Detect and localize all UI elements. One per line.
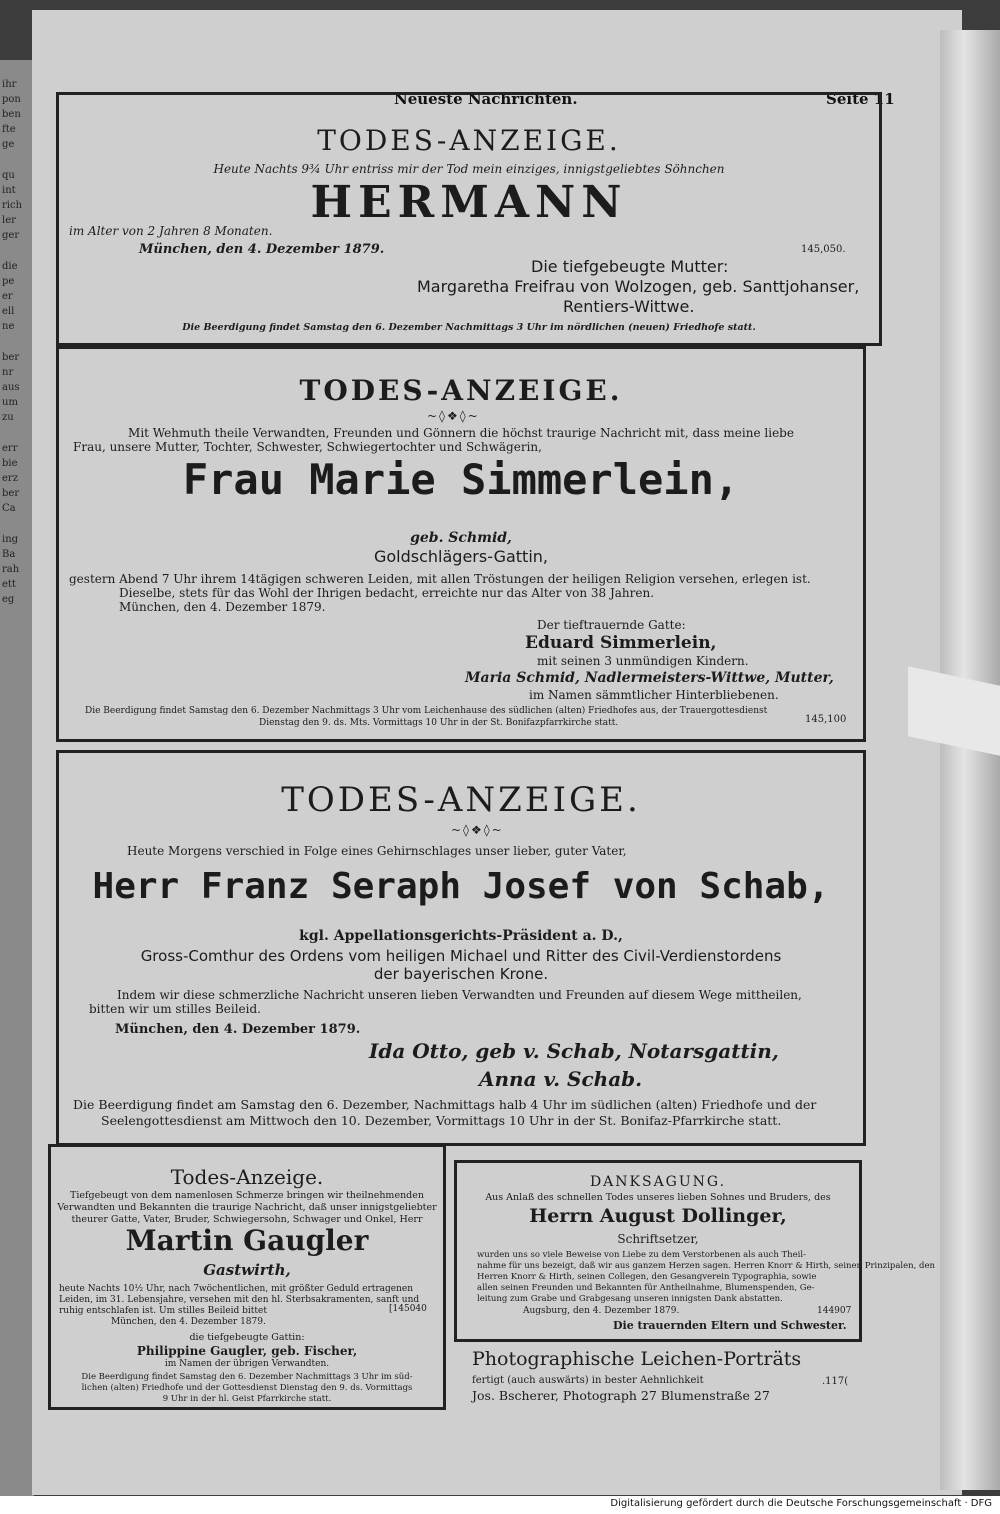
deceased-title: Gastwirth, — [203, 1261, 291, 1279]
funeral-line-1: Die Beerdigung findet Samstag den 6. Dezember Nachmittags 3 Uhr im süd- — [81, 1372, 413, 1382]
margin-fragment: ell — [2, 306, 15, 317]
order-line-2: der bayerischen Krone. — [373, 965, 549, 983]
thanks-notice-dollinger — [454, 1160, 935, 1342]
margin-fragment: ett — [2, 579, 16, 590]
text-line-1: wurden uns so viele Beweise von Liebe zu dem Verstorbenen als auch Theil- — [477, 1250, 806, 1260]
margin-fragment: ing — [2, 534, 19, 545]
death-notice-gaugler — [48, 1144, 446, 1410]
text-line-5: leitung zum Grabe und Grabgesang unseren innigsten Dank abstatten. — [477, 1294, 783, 1304]
page-number: Seite 11 — [826, 90, 895, 108]
death-notice-von-schab — [56, 750, 866, 1146]
margin-fragment: eg — [2, 594, 15, 605]
margin-fragment: bie — [2, 458, 18, 469]
ad-number: 145,050. — [801, 244, 846, 255]
place-date: Augsburg, den 4. Dezember 1879. — [523, 1306, 680, 1316]
funeral-line-1: Die Beerdigung findet Samstag den 6. Dezember Nachmittags 3 Uhr vom Leichenhause des südlichen (alten) Friedhofes aus, der Trauergottesdienst — [85, 706, 768, 716]
margin-fragment: um — [2, 397, 18, 408]
page-edge-stack — [940, 30, 1000, 1490]
deceased-title: Schriftsetzer, — [617, 1232, 699, 1246]
margin-fragment: die — [2, 261, 18, 272]
ad-number: 145,100 — [805, 714, 847, 725]
death-notice-simmerlein — [56, 346, 866, 742]
mourner-title: Rentiers-Wittwe. — [563, 297, 695, 316]
margin-fragment: zu — [2, 412, 14, 423]
text-line-3: theurer Gatte, Vater, Bruder, Schwiegersohn, Schwager und Onkel, Herr — [71, 1214, 423, 1225]
mourner-intro: Der tieftrauernde Gatte: — [537, 618, 686, 632]
deceased-name: Herrn August Dollinger, — [529, 1205, 787, 1227]
order-line-1: Gross-Comthur des Ordens vom heiligen Michael und Ritter des Civil-Verdienstordens — [140, 947, 782, 965]
margin-fragment: pon — [2, 94, 21, 105]
age-line: im Alter von 2 Jahren 8 Monaten. — [69, 224, 273, 238]
heading: TODES-ANZEIGE. — [317, 124, 621, 157]
deceased-name: HERMANN — [310, 177, 628, 228]
margin-fragment: ber — [2, 352, 20, 363]
text-line-2: Jos. Bscherer, Photograph 27 Blumenstraße 27 — [472, 1388, 770, 1403]
funeral-line-2: Seelengottesdienst am Mittwoch den 10. Dezember, Vormittags 10 Uhr in der St. Bonifaz-Pfarrkirche statt. — [101, 1113, 782, 1128]
maiden-name: geb. Schmid, — [410, 530, 512, 546]
text-line-4: allen seinen Freunden und Bekannten für Antheilnahme, Blumenspenden, Ge- — [477, 1283, 815, 1293]
margin-fragment: err — [2, 443, 18, 454]
heading: DANKSAGUNG. — [589, 1174, 727, 1190]
deceased-title: kgl. Appellationsgerichts-Präsident a. D., — [299, 928, 623, 944]
text-line-4: heute Nachts 10½ Uhr, nach 7wöchentlichen, mit größter Geduld ertragenen — [59, 1284, 414, 1294]
text-line-1: fertigt (auch auswärts) in bester Aehnlichkeit — [472, 1375, 704, 1386]
margin-fragment: aus — [2, 382, 20, 393]
margin-fragment: erz — [2, 473, 18, 484]
text-line-2: Verwandten und Bekannten die traurige Nachricht, daß unser innigstgeliebter — [57, 1202, 437, 1213]
deceased-name: Frau Marie Simmerlein, — [182, 455, 740, 504]
mourner-name: Philippine Gaugler, geb. Fischer, — [136, 1344, 358, 1358]
funeral-line-3: 9 Uhr in der hl. Geist Pfarrkirche statt. — [162, 1394, 332, 1404]
margin-fragment: pe — [2, 276, 15, 287]
death-notice-hermann — [56, 92, 882, 346]
text-line-1: Tiefgebeugt von dem namenlosen Schmerze bringen wir theilnehmenden — [69, 1190, 425, 1201]
text-line-4: Dieselbe, stets für das Wohl der Ihrigen bedacht, erreichte nur das Alter von 38 Jahren. — [119, 586, 655, 600]
margin-fragment: ge — [2, 139, 15, 150]
place-date: München, den 4. Dezember 1879. — [139, 242, 385, 257]
text-line-5: Leiden, im 31. Lebensjahre, versehen mit den hl. Sterbsakramenten, sanft und — [59, 1295, 420, 1305]
left-page-margin — [0, 60, 34, 1510]
intro-line-2: Frau, unsere Mutter, Tochter, Schwester, Schwiegertochter und Schwägerin, — [73, 440, 542, 454]
ad-number: 144907 — [817, 1306, 852, 1316]
funeral-line-1: Die Beerdigung findet am Samstag den 6. Dezember, Nachmittags halb 4 Uhr im südlichen (alten) Friedhofe und der — [73, 1097, 817, 1112]
place-date: München, den 4. Dezember 1879. — [111, 1317, 266, 1327]
mourner-name: Eduard Simmerlein, — [525, 633, 717, 653]
ad-number: .117( — [822, 1376, 849, 1387]
mourner-1: Ida Otto, geb v. Schab, Notarsgattin, — [369, 1039, 779, 1063]
margin-fragment: rich — [2, 200, 23, 211]
margin-fragment: Ca — [2, 503, 16, 514]
margin-fragment: ihr — [2, 79, 17, 90]
mother-line: Maria Schmid, Nadlermeisters-Wittwe, Mutter, — [465, 670, 834, 686]
funeral-info: Die Beerdigung findet Samstag den 6. Dezember Nachmittags 3 Uhr im nördlichen (neuen) Friedhofe statt. — [182, 322, 756, 333]
margin-fragment: fte — [2, 124, 16, 135]
margin-fragment: ber — [2, 488, 20, 499]
margin-fragment: er — [2, 291, 13, 302]
intro-line-1: Mit Wehmuth theile Verwandten, Freunden und Gönnern die höchst traurige Nachricht mit, dass meine liebe — [128, 426, 794, 440]
newspaper-page — [32, 10, 962, 1495]
mourner-intro: Die tiefgebeugte Mutter: — [531, 257, 729, 276]
margin-fragment: int — [2, 185, 16, 196]
text-line-3: bitten wir um stilles Beileid. — [89, 1002, 261, 1016]
margin-fragment: ler — [2, 215, 16, 226]
intro-line: Aus Anlaß des schnellen Todes unseres lieben Sohnes und Bruders, des — [485, 1192, 831, 1203]
ad-number: [145040 — [389, 1304, 427, 1314]
ornament: ~◊❖◊~ — [427, 409, 480, 423]
intro-line: Heute Nachts 9¾ Uhr entriss mir der Tod mein einziges, innigstgeliebtes Söhnchen — [213, 162, 725, 176]
funeral-line-2: Dienstag den 9. ds. Mts. Vormittags 10 Uhr in der St. Bonifazpfarrkirche statt. — [259, 718, 619, 728]
text-line-2: Indem wir diese schmerzliche Nachricht unseren lieben Verwandten und Freunden auf diesem Wege mittheilen, — [117, 988, 802, 1002]
heading: Todes-Anzeige. — [170, 1165, 324, 1189]
mourner-2: Anna v. Schab. — [479, 1067, 643, 1091]
mourner-note: im Namen der übrigen Verwandten. — [164, 1359, 330, 1369]
mourner-intro: die tiefgebeugte Gattin: — [189, 1332, 305, 1343]
page-header-title: Neueste Nachrichten. — [394, 90, 578, 108]
heading: TODES-ANZEIGE. — [281, 780, 641, 820]
deceased-title: Goldschlägers-Gattin, — [373, 547, 548, 566]
heading: Photographische Leichen-Porträts — [472, 1348, 802, 1370]
margin-fragment: rah — [2, 564, 20, 575]
text-line-3: gestern Abend 7 Uhr ihrem 14tägigen schweren Leiden, mit allen Tröstungen der heiligen Religion versehen, erlegen ist. — [69, 572, 811, 586]
relatives-line: im Namen sämmtlicher Hinterbliebenen. — [529, 688, 779, 702]
digitization-footer — [0, 1496, 1000, 1514]
intro-line: Heute Morgens verschied in Folge eines Gehirnschlages unser lieber, guter Vater, — [127, 844, 627, 858]
signature: Die trauernden Eltern und Schwester. — [613, 1319, 847, 1332]
deceased-name: Martin Gaugler — [125, 1224, 369, 1257]
footer-credit: Digitalisierung gefördert durch die Deutsche Forschungsgemeinschaft · DFG — [610, 1498, 992, 1509]
margin-fragment: ne — [2, 321, 15, 332]
mourner-name: Margaretha Freifrau von Wolzogen, geb. Santtjohanser, — [417, 277, 860, 296]
text-line-6: ruhig entschlafen ist. Um stilles Beileid bittet — [59, 1306, 267, 1316]
margin-fragment: ger — [2, 230, 20, 241]
margin-fragment: nr — [2, 367, 14, 378]
funeral-line-2: lichen (alten) Friedhofe und der Gottesdienst Dienstag den 9. ds. Vormittags — [81, 1383, 413, 1393]
margin-fragment: qu — [2, 170, 15, 181]
place-date: München, den 4. Dezember 1879. — [119, 600, 326, 614]
text-line-3: Herren Knorr & Hirth, seinen Collegen, den Gesangverein Typographia, sowie — [477, 1272, 817, 1282]
margin-fragment: ben — [2, 109, 21, 120]
deceased-name: Herr Franz Seraph Josef von Schab, — [92, 866, 830, 907]
mourner-children: mit seinen 3 unmündigen Kindern. — [537, 654, 749, 668]
ornament: ~◊❖◊~ — [451, 823, 504, 837]
place-date: München, den 4. Dezember 1879. — [115, 1022, 361, 1037]
heading: TODES-ANZEIGE. — [299, 374, 623, 407]
margin-fragment: Ba — [2, 549, 16, 560]
text-line-2: nahme für uns bezeigt, daß wir aus ganzem Herzen sagen. Herren Knorr & Hirth, seinen Prinzipalen, den — [477, 1261, 935, 1271]
